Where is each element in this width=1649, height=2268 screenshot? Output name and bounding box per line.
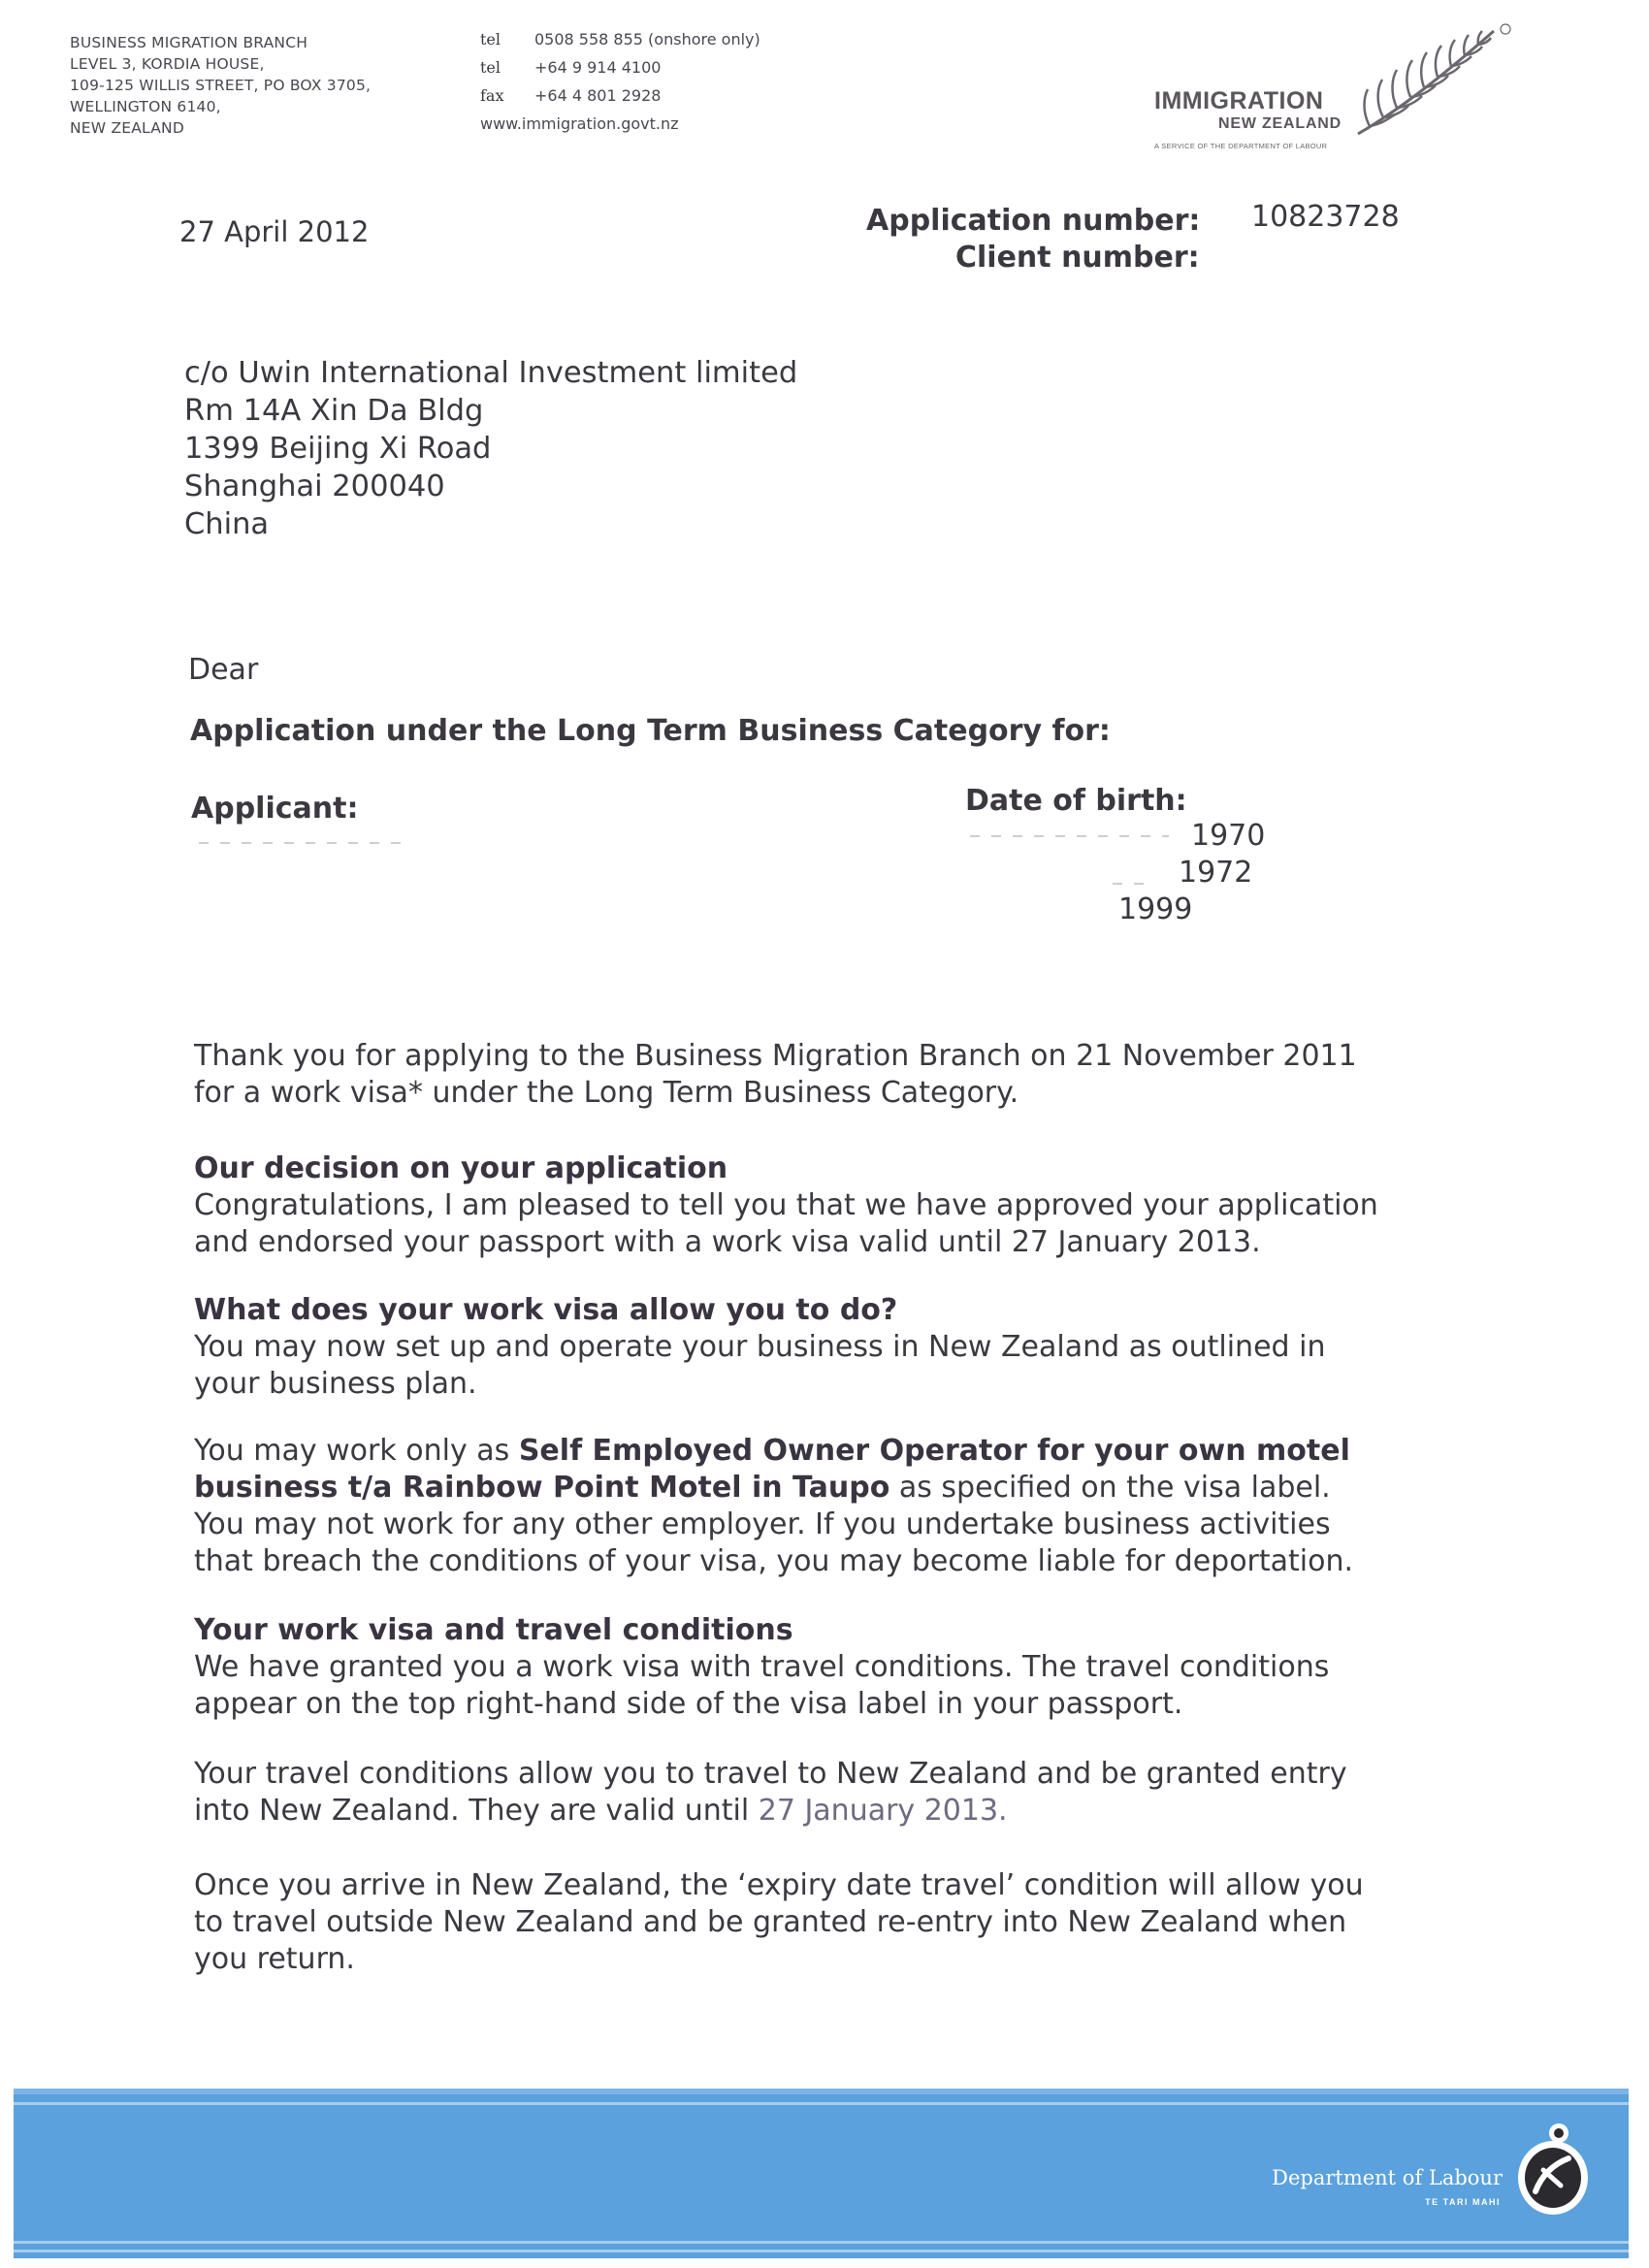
immigration-nz-logo bbox=[1154, 19, 1518, 155]
body-line: Your travel conditions allow you to travel to New Zealand and be granted entry bbox=[194, 1757, 1347, 1791]
valid-until-date: 27 January 2013. bbox=[758, 1794, 1008, 1828]
address-line: China bbox=[184, 507, 270, 541]
body-line: Congratulations, I am pleased to tell you that we have approved your application bbox=[194, 1188, 1378, 1222]
expiry-section bbox=[194, 1867, 1455, 1978]
application-number-label: Application number: bbox=[866, 204, 1201, 238]
body-line bbox=[194, 1433, 1455, 1470]
address-line: Rm 14A Xin Da Bldg bbox=[184, 394, 484, 428]
sender-line: 109-125 WILLIS STREET, PO BOX 3705, bbox=[70, 77, 372, 94]
body-line: your business plan. bbox=[194, 1367, 477, 1401]
contact-row bbox=[480, 25, 760, 53]
address-line: Shanghai 200040 bbox=[184, 470, 445, 503]
birth-year: 1972 bbox=[1179, 856, 1253, 890]
sender-line: LEVEL 3, KORDIA HOUSE, bbox=[70, 55, 265, 73]
contact-value: 0508 558 855 (onshore only) bbox=[534, 30, 760, 49]
body-line: We have granted you a work visa with travel conditions. The travel conditions bbox=[194, 1650, 1330, 1684]
contact-label: fax bbox=[480, 86, 504, 105]
sender-line: BUSINESS MIGRATION BRANCH bbox=[70, 34, 308, 51]
contact-value: +64 4 801 2928 bbox=[534, 86, 662, 105]
body-line: for a work visa* under the Long Term Business Category. bbox=[194, 1076, 1019, 1110]
body-line: Thank you for applying to the Business Migration Branch on 21 November 2011 bbox=[194, 1039, 1357, 1073]
contact-details bbox=[480, 25, 760, 138]
contact-row bbox=[480, 81, 760, 110]
intro-paragraph bbox=[194, 1038, 1455, 1112]
allow-heading: What does your work visa allow you to do? bbox=[194, 1293, 898, 1327]
footer-stripe bbox=[14, 2241, 1629, 2244]
sender-address bbox=[70, 32, 371, 139]
applicant-label: Applicant: bbox=[191, 792, 359, 826]
footer-top-line bbox=[14, 2089, 1629, 2094]
work-section bbox=[194, 1433, 1455, 1580]
redacted-date bbox=[970, 835, 1169, 837]
body-line: You may not work for any other employer. If you undertake business activities bbox=[194, 1507, 1331, 1541]
decision-section bbox=[194, 1150, 1455, 1261]
decision-heading: Our decision on your application bbox=[194, 1151, 728, 1185]
contact-label: tel bbox=[480, 58, 501, 77]
fern-icon bbox=[1348, 19, 1513, 141]
footer-stripe bbox=[14, 2250, 1629, 2252]
logo-tagline: A SERVICE OF THE DEPARTMENT OF LABOUR bbox=[1154, 142, 1328, 150]
contact-value: +64 9 914 4100 bbox=[534, 58, 662, 77]
address-line: c/o Uwin International Investment limited bbox=[184, 356, 798, 390]
contact-label: tel bbox=[480, 30, 501, 49]
recipient-address bbox=[184, 354, 797, 543]
logo-title: IMMIGRATION bbox=[1154, 87, 1324, 114]
body-line: appear on the top right-hand side of the visa label in your passport. bbox=[194, 1687, 1183, 1721]
body-line: to travel outside New Zealand and be granted re-entry into New Zealand when bbox=[194, 1905, 1347, 1939]
birth-year: 1970 bbox=[1191, 819, 1266, 853]
contact-website: www.immigration.govt.nz bbox=[480, 114, 679, 133]
letter-date: 27 April 2012 bbox=[179, 215, 370, 248]
salutation: Dear bbox=[188, 653, 259, 687]
birth-year: 1999 bbox=[1118, 892, 1193, 926]
body-line: you return. bbox=[194, 1942, 355, 1976]
body-line: that breach the conditions of your visa, you may become liable for deportation. bbox=[194, 1544, 1354, 1578]
body-line bbox=[194, 1470, 1455, 1507]
allow-section bbox=[194, 1292, 1455, 1403]
redacted-date bbox=[1113, 883, 1153, 885]
footer-band bbox=[14, 2089, 1629, 2258]
department-maori-name: TE TARI MAHI bbox=[1425, 2197, 1501, 2207]
sender-line: WELLINGTON 6140, bbox=[70, 98, 221, 115]
body-line: You may now set up and operate your business in New Zealand as outlined in bbox=[194, 1330, 1326, 1364]
sender-line: NEW ZEALAND bbox=[70, 119, 184, 137]
date-of-birth-label: Date of birth: bbox=[965, 784, 1187, 818]
logo-subtitle: NEW ZEALAND bbox=[1218, 115, 1342, 132]
footer-stripe bbox=[14, 2102, 1629, 2105]
contact-row bbox=[480, 53, 760, 81]
application-number: 10823728 bbox=[1251, 200, 1400, 234]
travel-heading: Your work visa and travel conditions bbox=[194, 1613, 793, 1647]
redacted-applicant-name bbox=[199, 842, 407, 844]
entry-section bbox=[194, 1756, 1455, 1830]
business-text: business t/a Rainbow Point Motel in Taupo bbox=[194, 1471, 890, 1505]
body-text: into New Zealand. They are valid until bbox=[194, 1794, 759, 1828]
department-of-labour-icon bbox=[1510, 2118, 1596, 2224]
body-text: You may work only as bbox=[194, 1434, 519, 1468]
client-number-label: Client number: bbox=[955, 241, 1200, 275]
department-name: Department of Labour bbox=[1272, 2166, 1503, 2189]
address-line: 1399 Beijing Xi Road bbox=[184, 432, 492, 466]
occupation-text: Self Employed Owner Operator for your own motel bbox=[518, 1434, 1350, 1468]
subject-line: Application under the Long Term Business Category for: bbox=[190, 714, 1111, 748]
body-line bbox=[194, 1793, 1455, 1830]
body-text: as specified on the visa label. bbox=[889, 1471, 1331, 1505]
body-line: and endorsed your passport with a work visa valid until 27 January 2013. bbox=[194, 1225, 1261, 1259]
body-line: Once you arrive in New Zealand, the ‘expiry date travel’ condition will allow you bbox=[194, 1868, 1364, 1902]
travel-section bbox=[194, 1612, 1455, 1723]
